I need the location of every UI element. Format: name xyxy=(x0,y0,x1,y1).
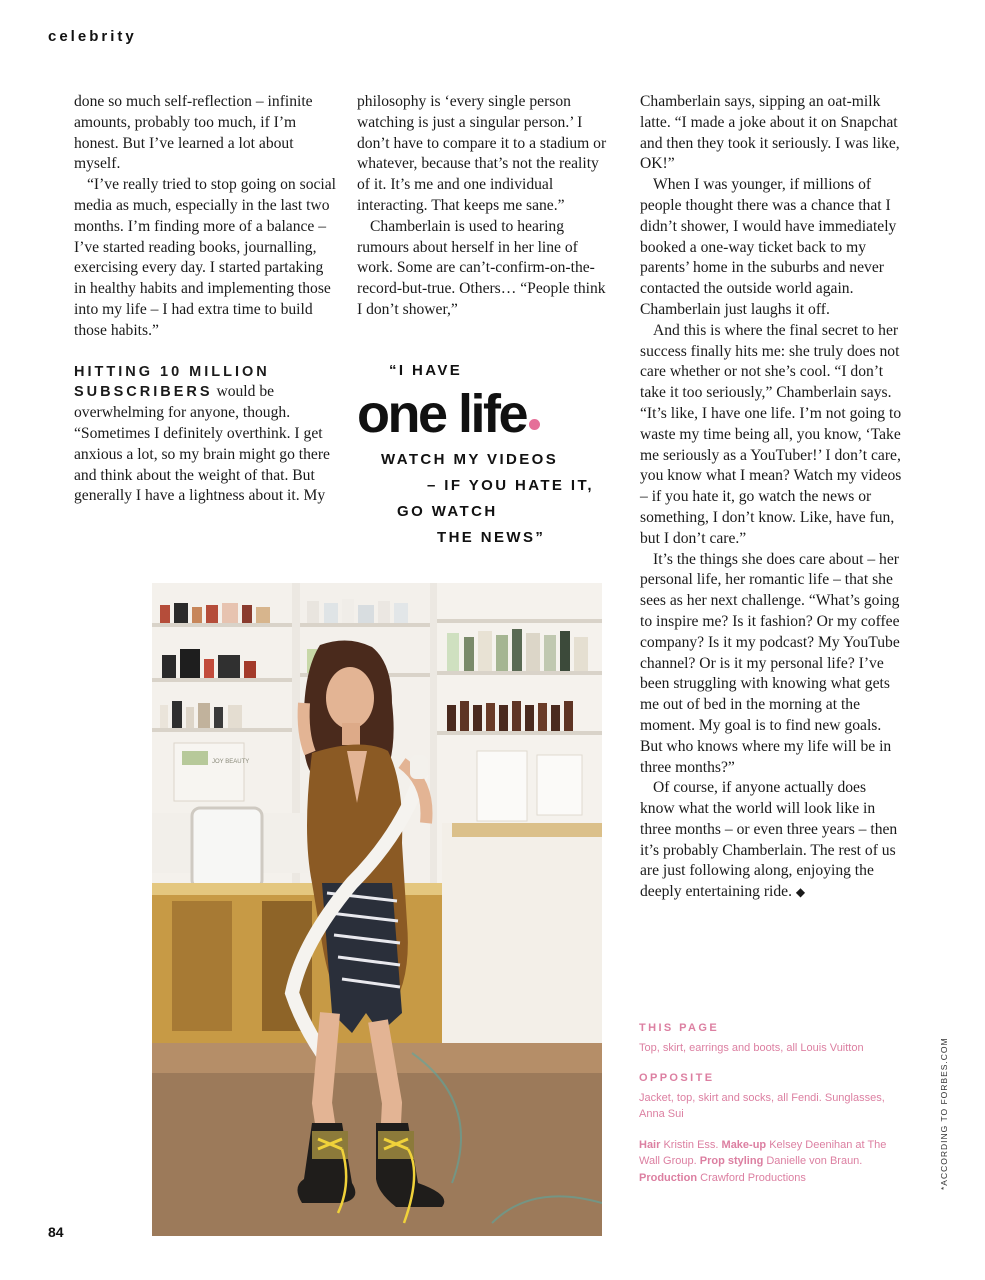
credit-block-team xyxy=(639,1137,909,1187)
body-paragraph: philosophy is ‘every single person watching is just a singular person.’ I don’t have to compare it to a stadium or whatever, because that’s not the reality of it. It’s me and one individual interacting. That keeps me sane.” xyxy=(357,93,607,214)
credit-role: Production xyxy=(639,1171,698,1184)
pull-quote-line: THE NEWS” xyxy=(437,529,546,546)
section-label: celebrity xyxy=(48,28,137,45)
credit-role: Make-up xyxy=(721,1138,767,1151)
photo-credits xyxy=(639,1020,909,1200)
article-column-2 xyxy=(357,92,607,321)
credit-role: Prop styling xyxy=(699,1155,764,1167)
body-paragraph-with-subhead xyxy=(74,362,336,508)
page-number: 84 xyxy=(48,1224,64,1240)
body-paragraph: When I was younger, if millions of people thought there was a chance that I didn’t shower, I would have immediately booked a one-way ticket back to my parents’ home in the suburbs and never contacted the outside world again. Chamberlain just laughs it off. xyxy=(640,176,897,318)
body-paragraph xyxy=(640,778,902,903)
credit-name: Crawford Productions xyxy=(697,1171,806,1184)
subhead: HITTING 10 MILLION SUBSCRIBERS xyxy=(74,363,270,401)
pull-quote-big-text: one life xyxy=(357,384,527,444)
credit-text: Top, skirt, earrings and boots, all Louis Vuitton xyxy=(639,1041,864,1054)
editorial-photo xyxy=(152,583,602,1236)
pull-quote-line: – IF YOU HATE IT, xyxy=(427,477,594,494)
credit-block-opposite xyxy=(639,1070,909,1123)
body-paragraph: Chamberlain is used to hearing rumours about herself in her line of work. Some are can’t-confirm-on-the-record-but-true. Others… “People think I don’t shower,” xyxy=(357,217,606,318)
credit-name: Danielle von Braun. xyxy=(763,1155,863,1167)
article-column-1 xyxy=(74,92,336,507)
body-paragraph: And this is where the final secret to her success finally hits me: she truly does not care whether or not she’s cool. “I don’t take it too seriously,” Chamberlain says. “It’s like, I have one life. I’m not going to waste my time being all, you know, ‘Take me seriously as a YouTuber!’ I don’t care, you know what I mean? Watch my videos – if you hate it, go watch the news or something, I don’t know. Like, have fun, but I don’t care.” xyxy=(640,321,902,547)
pull-quote-highlight xyxy=(357,385,607,443)
article-column-3 xyxy=(640,92,902,903)
end-mark-icon: ◆ xyxy=(795,885,806,900)
pink-dot-icon xyxy=(529,419,540,430)
credit-text: Jacket, top, skirt and socks, all Fendi. Sunglasses, Anna Sui xyxy=(639,1091,885,1120)
body-paragraph: Chamberlain says, sipping an oat-milk latte. “I made a joke about it on Snapchat and then they took it seriously. I was like, OK!” xyxy=(640,93,900,173)
body-text: would be overwhelming for anyone, though. “Sometimes I definitely overthink. I get anxious a lot, so my brain might go there and think about the weight of that. But generally I have a lightness about it. My xyxy=(74,383,330,505)
pull-quote-line: “I HAVE xyxy=(389,362,463,379)
credit-name: Kristin Ess. xyxy=(660,1138,722,1151)
pull-quote-line: WATCH MY VIDEOS xyxy=(381,451,559,468)
credit-label: THIS PAGE xyxy=(639,1022,720,1034)
credit-role: Hair xyxy=(639,1138,661,1151)
body-paragraph: done so much self-reflection – infinite amounts, probably too much, if I’m honest. But I’ve learned a lot about myself. xyxy=(74,93,313,173)
store-sign-text: JOY BEAUTY xyxy=(212,759,250,765)
body-paragraph: It’s the things she does care about – her personal life, her romantic life – that she sees as her next challenge. “What’s going to inspire me? Is it fashion? Or my coffee company? Is it my podcast? My YouTube channel? Or is it my personal life? I’ve been struggling with knowing what gets me out of bed in the morning at the moment. My goal is to find new goals. But who knows where my life will be in three months?” xyxy=(640,550,900,776)
credit-block-this-page xyxy=(639,1020,909,1056)
credit-label: OPPOSITE xyxy=(639,1072,715,1084)
pull-quote-line: GO WATCH xyxy=(397,503,498,520)
credit-name: Kelsey Deenihan at The Wall Group. xyxy=(639,1138,887,1167)
pull-quote xyxy=(357,362,607,546)
body-text: Of course, if anyone actually does know what the world will look like in three months – or even three years – then it’s probably Chamberlain. The rest of us are just following along, enjoying the deeply entertaining ride. xyxy=(640,779,898,901)
source-footnote: *ACCORDING TO FORBES.COM xyxy=(939,1037,949,1190)
body-paragraph: “I’ve really tried to stop going on social media as much, especially in the last two months. I’m finding more of a balance – I’ve started reading books, journalling, exercising every day. I started partaking in healthy habits and implementing those into my life – I had extra time to build those habits.” xyxy=(74,176,336,339)
